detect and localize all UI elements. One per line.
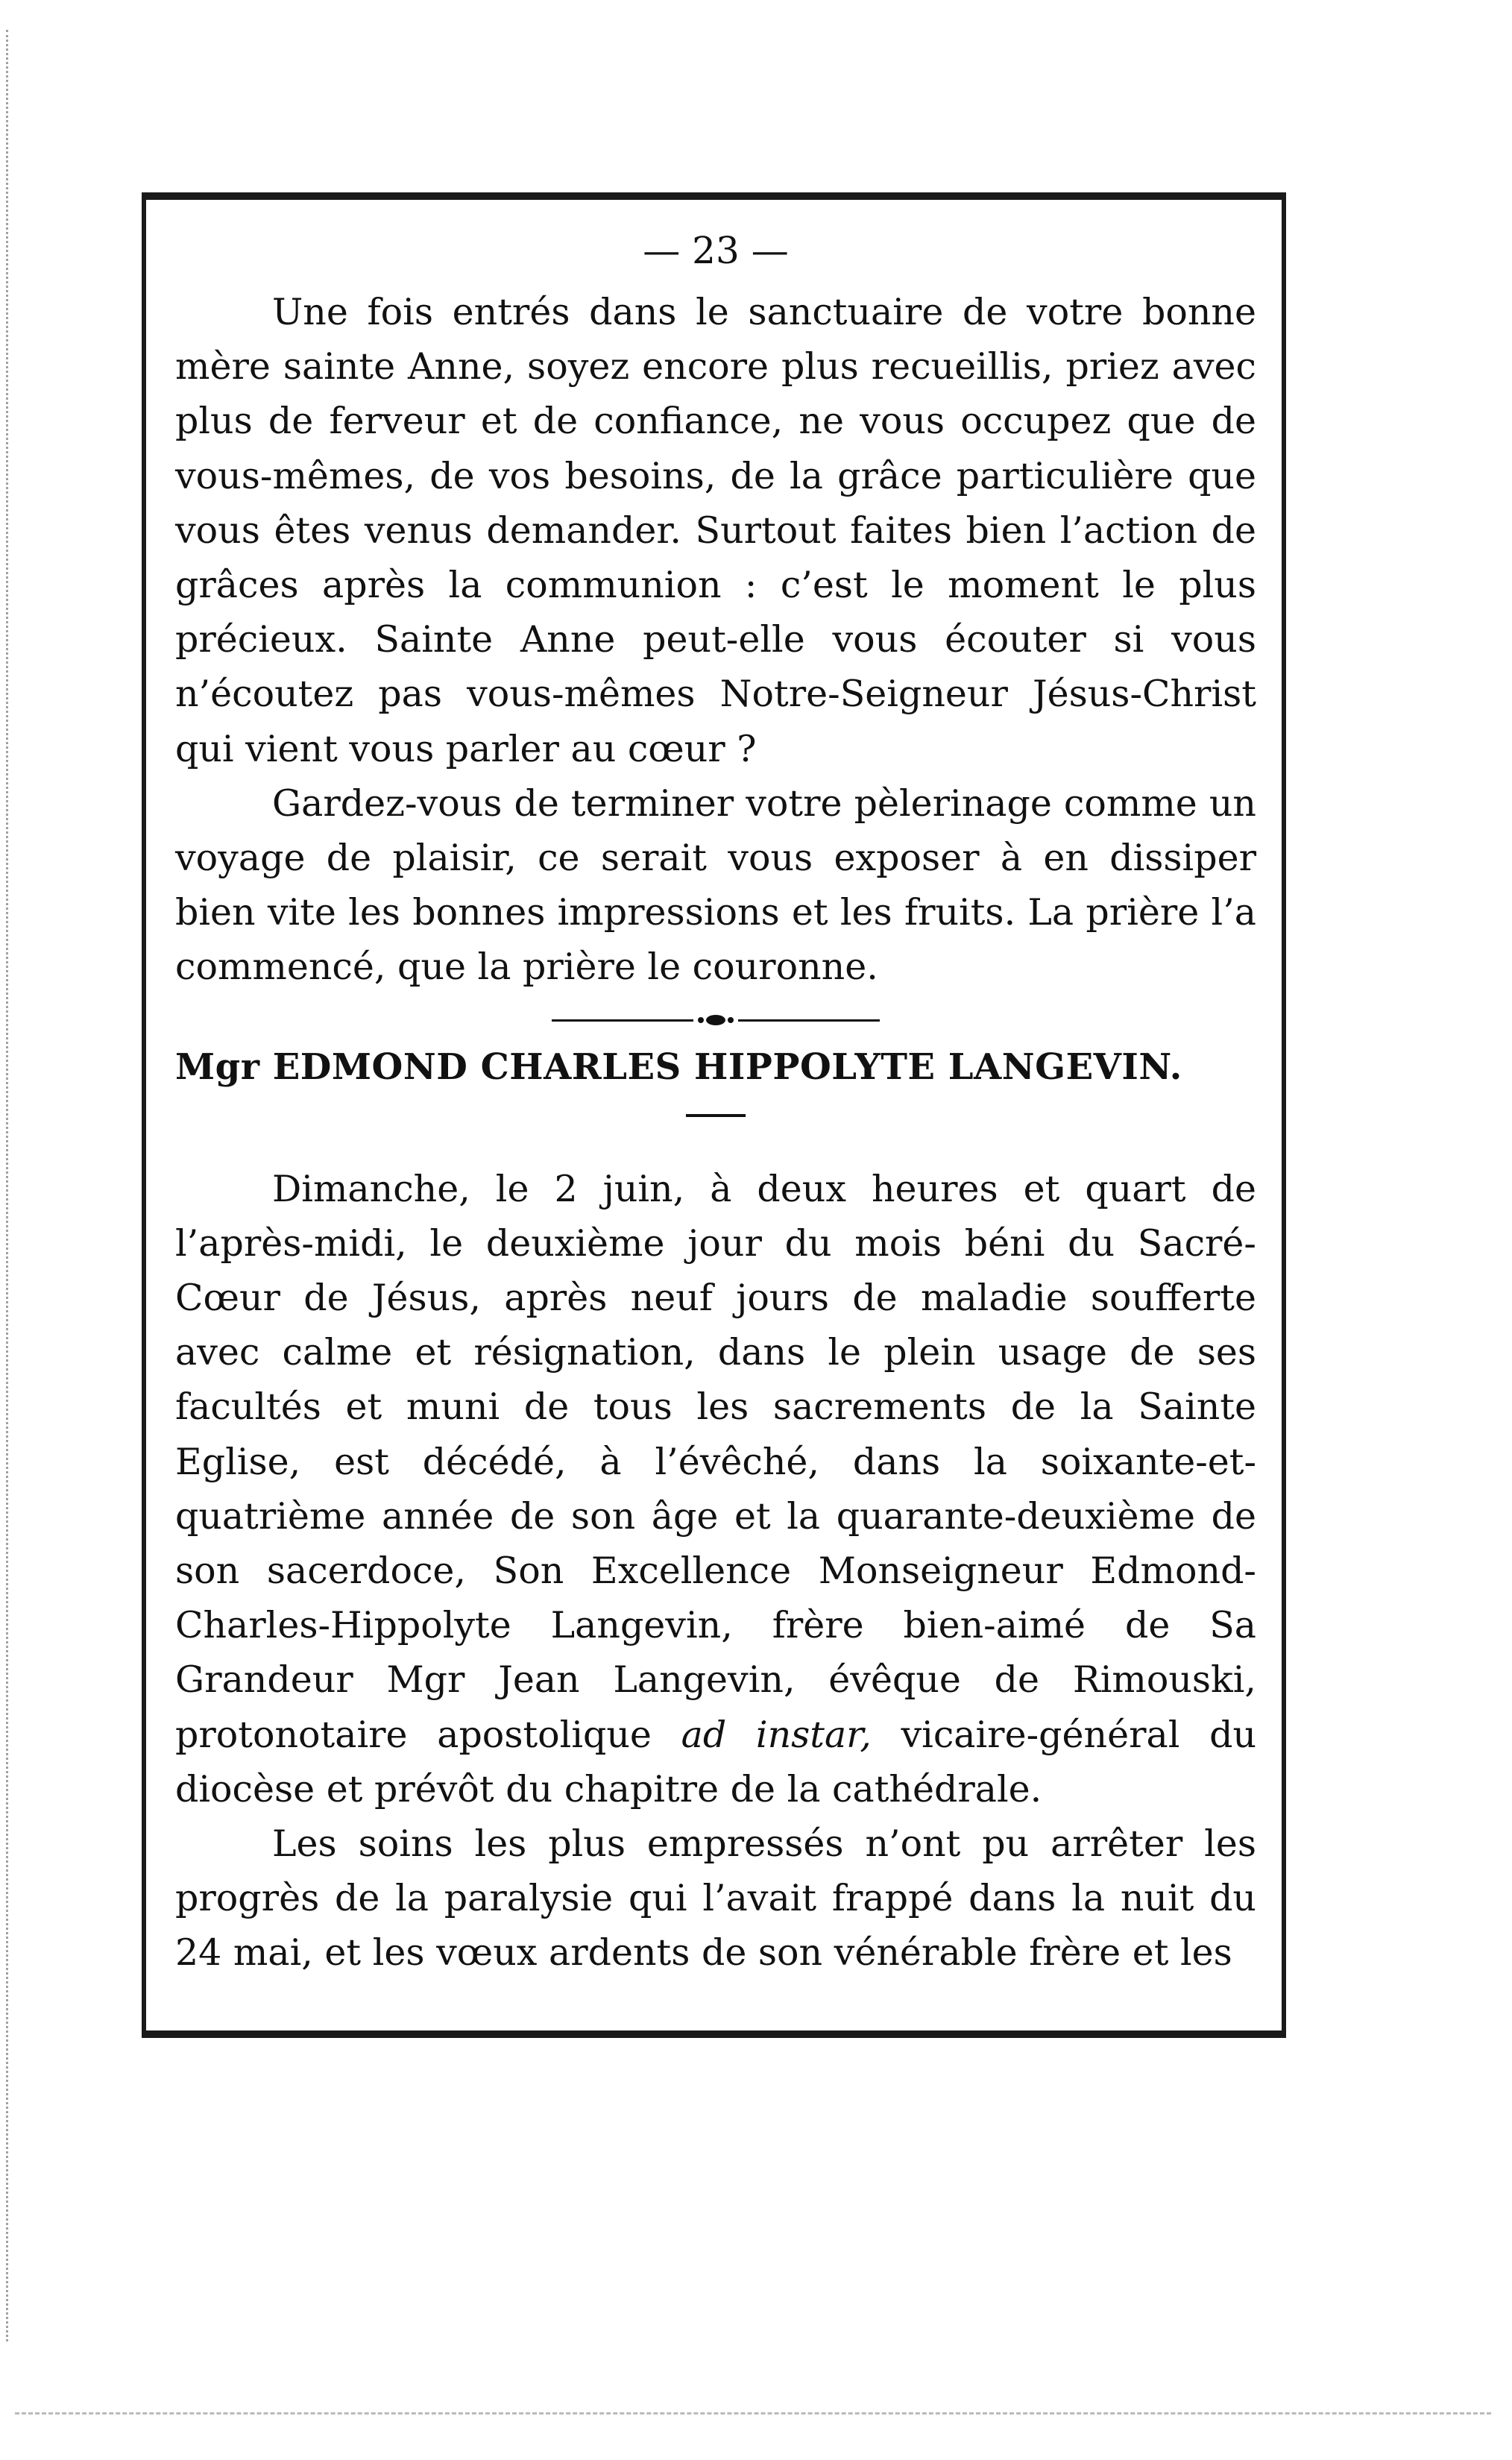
- heading-short-rule: [686, 1114, 746, 1117]
- deces-text: Dimanche, le 2 juin, à deux heures et quart de l’après-midi, le deuxième jour du mois béni du Sacré-Cœur de Jésus, après neuf jours de maladie soufferte avec calme et résignation, dans le plein usage de ses facultés et muni de tous les sacrements de la Sainte Eglise, est décédé, à l’évêché, dans la soixante-et-quatrième année de son âge et la quarante-deuxième de son sacerdoce, Son Excellence Monseigneur Edmond-Charles-Hippolyte Langevin, frère bien-aimé de Sa Grandeur Mgr Jean Langevin, évêque de Rimouski, protonotaire apostolique: [175, 1167, 1256, 1756]
- ornament-rule-right: [738, 1019, 880, 1022]
- ornament-center-dot: [706, 1015, 725, 1025]
- ornament-dot: [698, 1017, 704, 1023]
- deces-text-end: vicaire-général du diocèse et prévôt du chapitre de la cathédrale.: [175, 1713, 1257, 1811]
- page-number: — 23 —: [643, 229, 789, 272]
- scan-margin-noise: [6, 30, 26, 2341]
- paragraph-soins: Les soins les plus empressés n’ont pu arrêter les progrès de la paralysie qui l’avait frappé dans la nuit du 24 mai, et les vœux ardents de son vénérable frère et les: [175, 1822, 1256, 1975]
- ornament-dot: [728, 1017, 734, 1023]
- text-column: [175, 224, 1256, 1981]
- italic-ad-instar: ad instar,: [681, 1713, 872, 1756]
- paragraph-pelerinage: Gardez-vous de terminer votre pèlerinage comme un voyage de plaisir, ce serait vous exposer à en dissiper bien vite les bonnes impressions et les fruits. La prière l’a commencé, que la prière le couronne.: [175, 781, 1256, 989]
- section-ornament-divider: [552, 1004, 880, 1036]
- paragraph-sanctuaire: Une fois entrés dans le sanctuaire de votre bonne mère sainte Anne, soyez encore plus recueillis, priez avec plus de ferveur et de confiance, ne vous occupez que de vous-mêmes, de vos besoins, de la grâce particulière que vous êtes venus demander. Surtout faites bien l’action de grâces après la communion : c’est le moment le plus précieux. Sainte Anne peut-elle vous écouter si vous n’écoutez pas vous-mêmes Notre-Seigneur Jésus-Christ qui vient vous parler au cœur ?: [175, 291, 1256, 770]
- paragraph-deces: [175, 1162, 1256, 1816]
- scan-bottom-noise: [15, 2412, 1491, 2417]
- section-heading: Mgr EDMOND CHARLES HIPPOLYTE LANGEVIN.: [175, 1045, 1182, 1088]
- ornament-rule-left: [552, 1019, 693, 1022]
